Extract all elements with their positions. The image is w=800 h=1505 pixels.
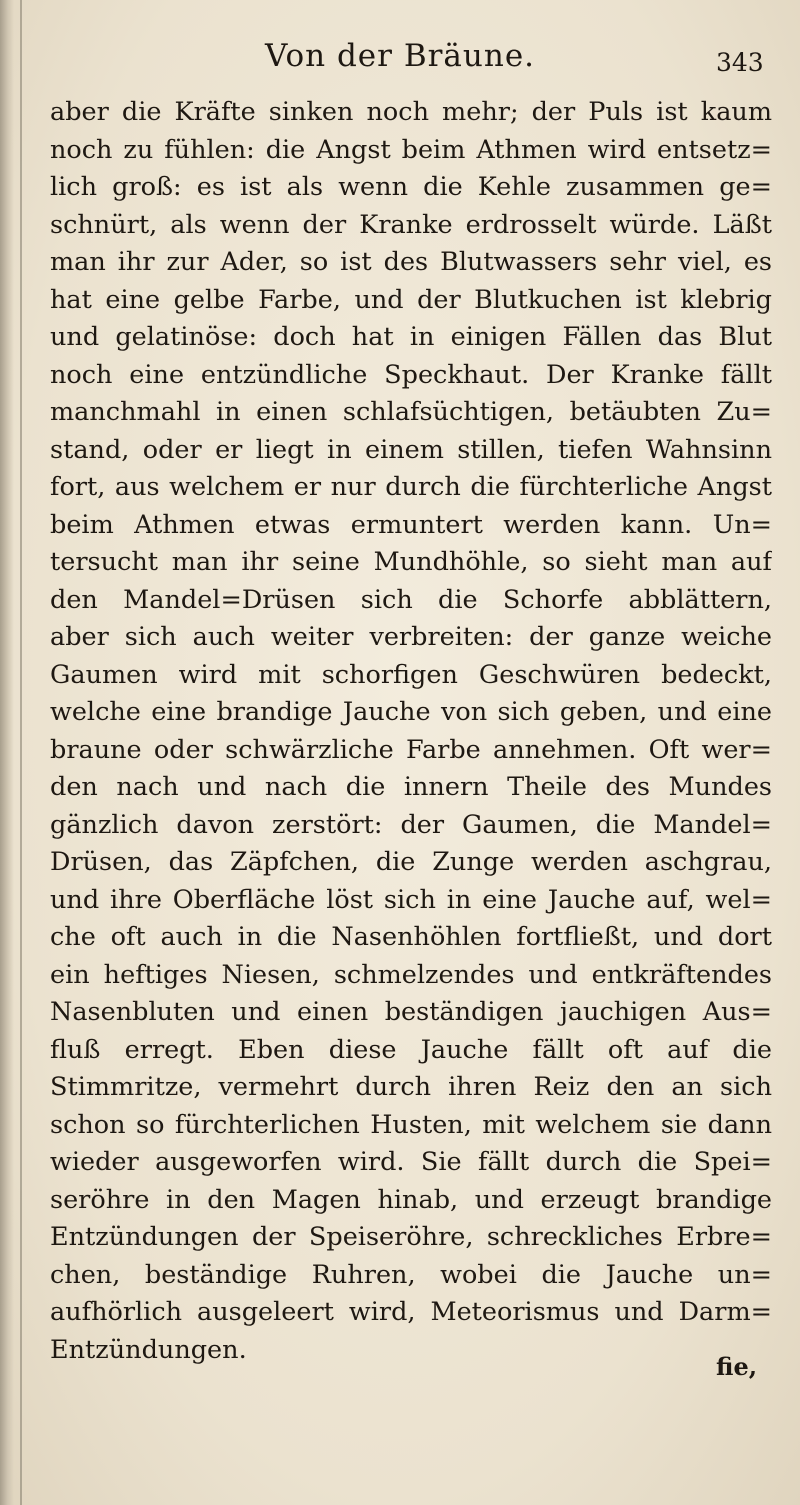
text-line: den nach und nach die innern Theile des Mundes bbox=[50, 772, 772, 802]
text-line: Entzündungen. bbox=[50, 1334, 247, 1365]
text-line: und gelatinöse: doch hat in einigen Fällen das Blut bbox=[50, 322, 772, 352]
text-line: beim Athmen etwas ermuntert werden kann. Un= bbox=[50, 509, 772, 540]
text-line: und ihre Oberfläche löst sich in eine Jauche auf, wel= bbox=[50, 884, 772, 915]
text-line: Gaumen wird mit schorfigen Geschwüren bedeckt, bbox=[50, 659, 772, 690]
text-line: ein heftiges Niesen, schmelzendes und entkräftendes bbox=[50, 959, 772, 990]
text-line: aufhörlich ausgeleert wird, Meteorismus und Darm= bbox=[50, 1297, 772, 1327]
text-line: schnürt, als wenn der Kranke erdrosselt würde. Läßt bbox=[50, 209, 772, 240]
text-line: lich groß: es ist als wenn die Kehle zusammen ge= bbox=[50, 172, 772, 202]
catchword: fie, bbox=[716, 1352, 758, 1381]
text-line: Nasenbluten und einen beständigen jauchigen Aus= bbox=[50, 997, 772, 1027]
text-line: fort, aus welchem er nur durch die fürchterliche Angst bbox=[50, 472, 772, 502]
page-gutter-line bbox=[20, 0, 22, 1505]
text-line: noch eine entzündliche Speckhaut. Der Kranke fällt bbox=[50, 359, 772, 390]
body-text bbox=[50, 94, 772, 1369]
text-line: noch zu fühlen: die Angst beim Athmen wird entsetz= bbox=[50, 134, 772, 165]
text-line: che oft auch in die Nasenhöhlen fortfließt, und dort bbox=[50, 922, 772, 952]
page-number: 343 bbox=[716, 48, 764, 77]
text-line: man ihr zur Ader, so ist des Blutwassers sehr viel, es bbox=[50, 247, 772, 277]
page-header bbox=[0, 38, 800, 86]
text-line: fluß erregt. Eben diese Jauche fällt oft auf die bbox=[50, 1034, 772, 1065]
running-title: Von der Bräune. bbox=[264, 38, 536, 74]
text-line: welche eine brandige Jauche von sich geben, und eine bbox=[50, 697, 772, 727]
text-line: tersucht man ihr seine Mundhöhle, so sieht man auf bbox=[50, 547, 772, 577]
text-line: seröhre in den Magen hinab, und erzeugt brandige bbox=[50, 1184, 772, 1215]
text-line: manchmahl in einen schlafsüchtigen, betäubten Zu= bbox=[50, 397, 772, 427]
text-line: hat eine gelbe Farbe, und der Blutkuchen ist klebrig bbox=[50, 284, 772, 315]
text-line: aber die Kräfte sinken noch mehr; der Puls ist kaum bbox=[50, 97, 772, 127]
text-line: Stimmritze, vermehrt durch ihren Reiz den an sich bbox=[50, 1072, 772, 1102]
text-line: aber sich auch weiter verbreiten: der ganze weiche bbox=[50, 622, 772, 652]
page-gutter-shadow bbox=[0, 0, 14, 1505]
text-line: wieder ausgeworfen wird. Sie fällt durch die Spei= bbox=[50, 1147, 772, 1177]
text-line: den Mandel=Drüsen sich die Schorfe abblättern, bbox=[50, 584, 772, 615]
text-line: Entzündungen der Speiseröhre, schreckliches Erbre= bbox=[50, 1222, 772, 1252]
text-line: chen, beständige Ruhren, wobei die Jauche un= bbox=[50, 1259, 772, 1290]
text-line: Drüsen, das Zäpfchen, die Zunge werden aschgrau, bbox=[50, 847, 772, 877]
text-line: schon so fürchterlichen Husten, mit welchem sie dann bbox=[50, 1109, 772, 1140]
text-line: braune oder schwärzliche Farbe annehmen. Oft wer= bbox=[50, 734, 772, 765]
text-line: gänzlich davon zerstört: der Gaumen, die Mandel= bbox=[50, 809, 772, 840]
text-line: stand, oder er liegt in einem stillen, tiefen Wahnsinn bbox=[50, 434, 772, 465]
